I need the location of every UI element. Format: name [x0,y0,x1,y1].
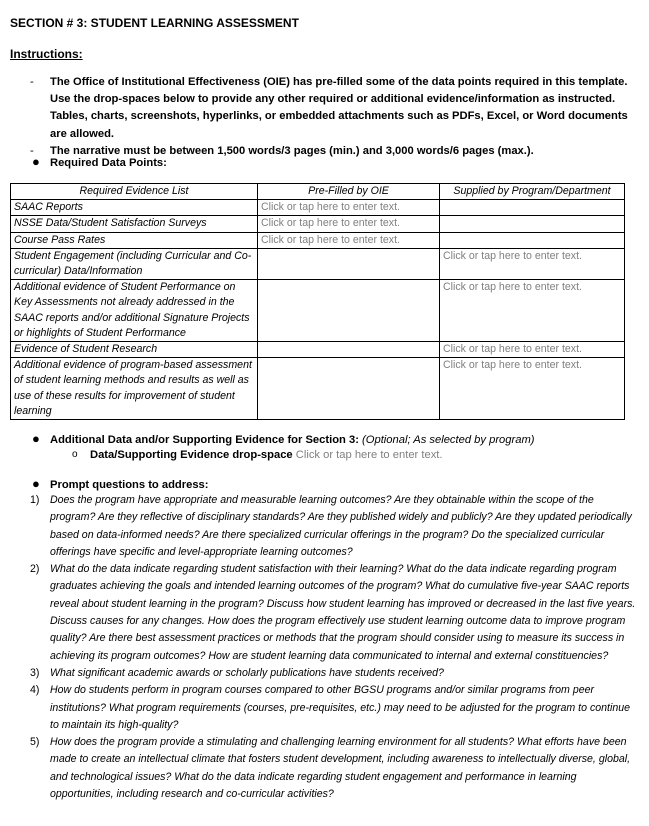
prompt-number: 3) [30,666,40,679]
table-row [11,232,625,248]
table-header-row [11,184,625,200]
evidence-label: Additional evidence of program-based assessment of student learning methods and results as well as use of these results for improvement of student learning [11,358,258,420]
evidence-label: SAAC Reports [11,200,258,216]
prompt-number: 1) [30,494,40,506]
prompt-item [10,665,640,682]
program-entry-field[interactable]: Click or tap here to enter text. [440,342,625,358]
oie-entry-field[interactable]: Click or tap here to enter text. [258,232,440,248]
program-entry-field[interactable]: Click or tap here to enter text. [440,280,625,342]
table-row [11,200,625,216]
oie-entry-field[interactable] [258,342,440,358]
dash-marker: - [30,76,34,88]
evidence-label: Course Pass Rates [11,232,258,248]
additional-data-item [32,431,535,448]
evidence-table [10,183,625,420]
dropspace-entry-field[interactable]: Click or tap here to enter text. [295,449,443,461]
table-row [11,358,625,420]
instruction-item [30,74,635,143]
prompt-heading-item [32,476,209,493]
instructions-heading: Instructions: [10,47,83,61]
prompt-text: How do students perform in program courses compared to other BGSU programs and/or similar programs from peer institutions? What program requirements (courses, pre-requisites, etc.) may need to be adjusted for the program to continue to maintain its high-quality? [50,684,630,731]
dropspace-label: Data/Supporting Evidence drop-space [90,449,293,461]
evidence-label: NSSE Data/Student Satisfaction Surveys [11,216,258,232]
bullet-icon: ● [32,476,40,491]
program-entry-field[interactable] [440,200,625,216]
required-data-points [32,154,167,171]
column-header-evidence: Required Evidence List [11,184,258,200]
instructions-list [30,74,635,160]
program-entry-field[interactable] [440,216,625,232]
additional-data-label: Additional Data and/or Supporting Evidence for Section 3: [50,434,359,446]
evidence-label: Additional evidence of Student Performance on Key Assessments not already addressed in the SAAC reports and/or additional Signature Projects or highlights of Student Performance [11,280,258,342]
dash-marker: - [30,144,34,157]
dropspace-item [72,447,443,463]
additional-data-note: (Optional; As selected by program) [362,434,535,446]
prompt-list [10,492,640,803]
oie-entry-field[interactable] [258,358,440,420]
oie-entry-field[interactable]: Click or tap here to enter text. [258,200,440,216]
prompt-text: What significant academic awards or scholarly publications have students received? [50,666,444,679]
prompt-text: Does the program have appropriate and measurable learning outcomes? Are they obtainable within the scope of the program? Are they reflective of disciplinary standards? Are they published widely and publicly? Are they updated periodically based on data-informed needs? Are there specialized curricular offerings in the program? Do the specialized curricular offerings have specific and level-appropriate learning outcomes? [50,494,632,558]
bullet-icon: ● [32,154,40,169]
oie-entry-field[interactable] [258,280,440,342]
table-row [11,342,625,358]
prompt-text: How does the program provide a stimulating and challenging learning environment for all students? What efforts have been made to create an intellectual climate that fosters student development, including awareness to intellectually diverse, global, and technological issues? What do the data indicate regarding student engagement and performance in learning opportunities, including research and co-curricular activities? [50,736,631,801]
program-entry-field[interactable]: Click or tap here to enter text. [440,358,625,420]
prompt-number: 4) [30,684,40,697]
instruction-text: The narrative must be between 1,500 words/3 pages (min.) and 3,000 words/6 pages (max.). [50,144,534,157]
prompt-number: 5) [30,736,40,749]
table-row [11,280,625,342]
required-data-points-label: Required Data Points: [50,157,167,169]
prompt-item [10,682,640,734]
column-header-program: Supplied by Program/Department [440,184,625,200]
bullet-icon: ● [32,431,40,446]
program-entry-field[interactable] [440,232,625,248]
section-title: SECTION # 3: STUDENT LEARNING ASSESSMENT [10,16,299,30]
prompt-item [10,561,640,665]
column-header-oie: Pre-Filled by OIE [258,184,440,200]
evidence-label: Student Engagement (including Curricular and Co-curricular) Data/Information [11,248,258,279]
prompt-item [10,734,640,803]
prompt-number: 2) [30,563,40,576]
table-row [11,248,625,279]
instruction-text: The Office of Institutional Effectiveness (OIE) has pre-filled some of the data points required in this template. Use the drop-spaces below to provide any other required or additional evidence/information as instructed. Tables, charts, screenshots, hyperlinks, or embedded attachments such as PDFs, Excel, or Word documents are allowed. [50,76,628,140]
evidence-label: Evidence of Student Research [11,342,258,358]
prompt-text: What do the data indicate regarding student satisfaction with their learning? What do the data indicate regarding program graduates achieving the goals and intended learning outcomes of the program? What do cumulative five-year SAAC reports reveal about student learning in the program? Discuss how student learning has improved or decreased in the last five years. Discuss causes for any changes. How does the program effectively use student learning outcome data to improve program quality? Are there best assessment practices or methods that the program should consider using to measure its success in achieving its program outcomes? How are student learning data communicated to internal and external constituencies? [50,563,636,662]
table-row [11,216,625,232]
oie-entry-field[interactable]: Click or tap here to enter text. [258,216,440,232]
circle-bullet-icon: o [72,449,78,460]
oie-entry-field[interactable] [258,248,440,279]
program-entry-field[interactable]: Click or tap here to enter text. [440,248,625,279]
prompt-heading: Prompt questions to address: [50,479,209,491]
prompt-item [10,492,640,561]
